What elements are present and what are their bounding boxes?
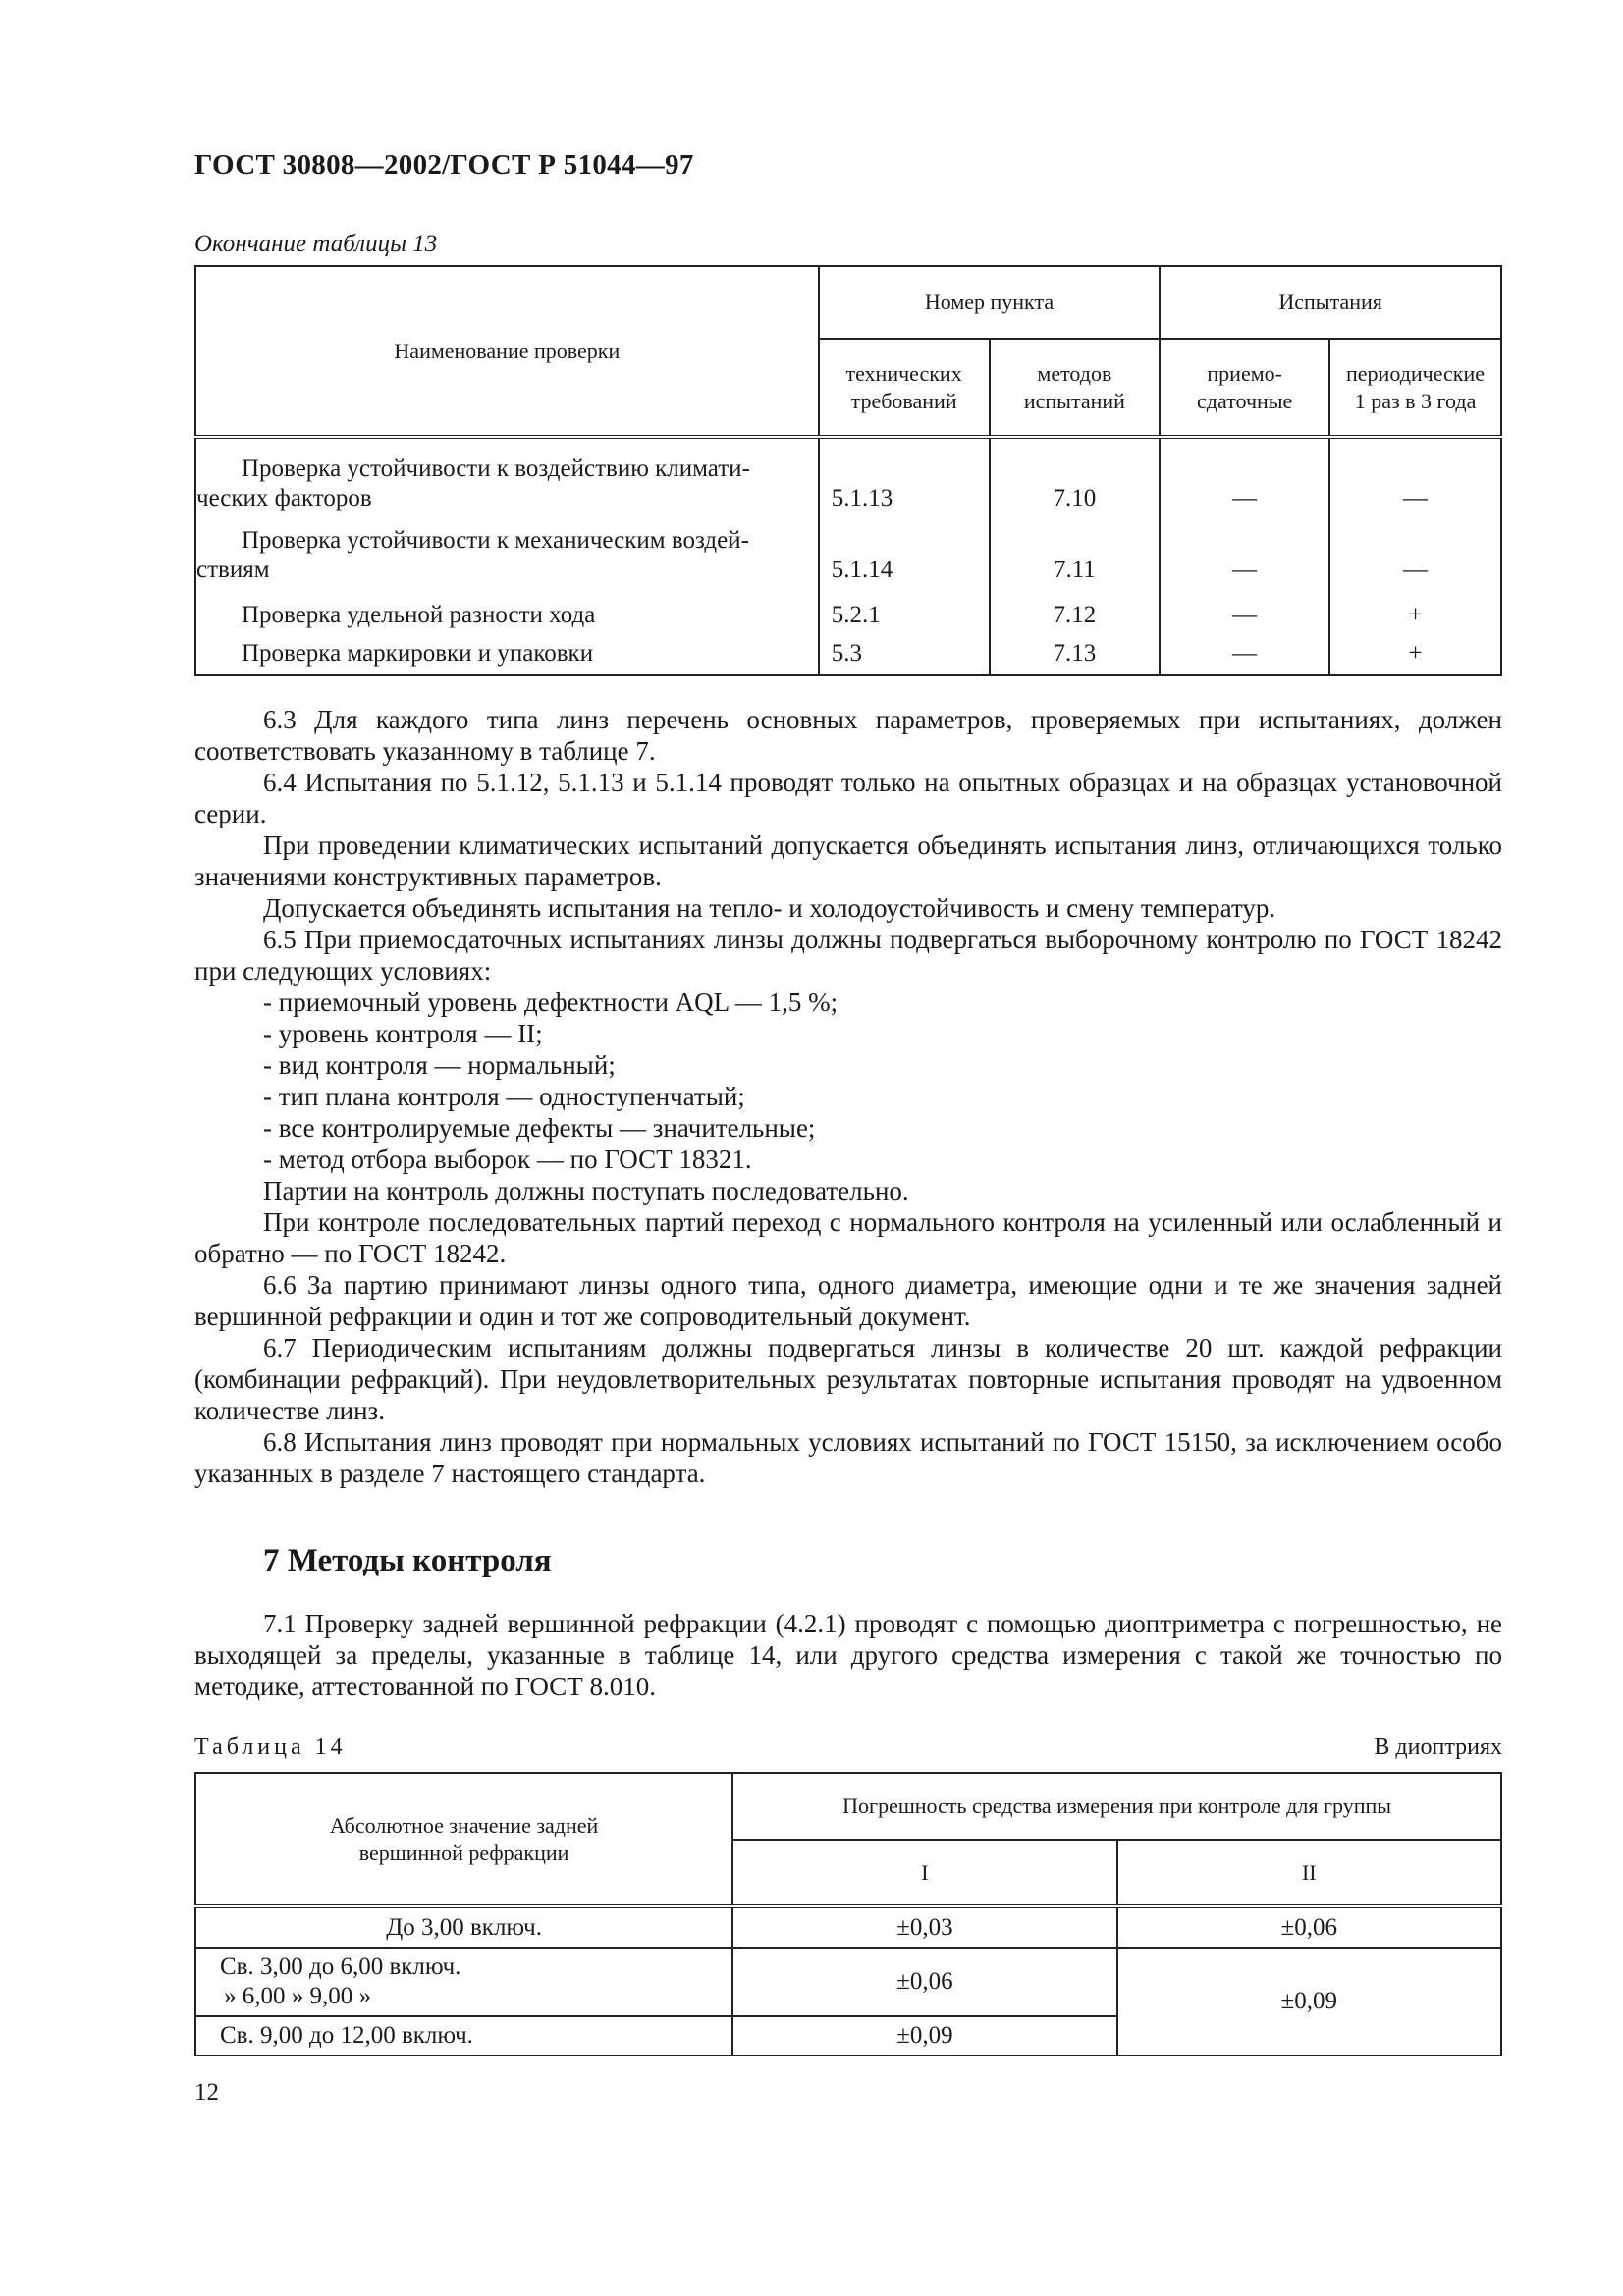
row-tech: 5.3 [819, 630, 990, 675]
row-method: 7.13 [990, 630, 1161, 675]
list-item: - тип плана контроля — одноступенчатый; [263, 1082, 745, 1111]
row-i: ±0,09 [732, 2016, 1116, 2056]
table-row [195, 513, 1501, 585]
paragraph: При контроле последовательных партий переход с нормального контроля на усиленный или ослабленный и обратно — по ГОСТ 18242. [194, 1207, 1502, 1268]
section-title: 7 Методы контроля [263, 1543, 552, 1578]
row-method: 7.10 [990, 437, 1161, 513]
row-i: ±0,03 [732, 1906, 1116, 1948]
row-name: Проверка устойчивости к воздействию климати- ческих факторов [195, 437, 819, 513]
paragraph: 6.8 Испытания линз проводят при нормальных условиях испытаний по ГОСТ 15150, за исключением особо указанных в разделе 7 настоящего стандарта. [194, 1427, 1502, 1488]
row-periodic: + [1329, 630, 1501, 675]
paragraph: Партии на контроль должны поступать последовательно. [263, 1176, 909, 1205]
table13-header-tech: технических требований [819, 339, 990, 437]
page-number: 12 [194, 2079, 219, 2106]
row-name: Проверка маркировки и упаковки [195, 630, 819, 675]
table14-caption: Таблица 14 [194, 1735, 347, 1760]
row-label: Св. 9,00 до 12,00 включ. [195, 2016, 732, 2056]
table-row [195, 630, 1501, 675]
paragraph: 6.4 Испытания по 5.1.12, 5.1.13 и 5.1.14 проводят только на опытных образцах и на образцах установочной серии. [194, 768, 1502, 828]
paragraph: 6.3 Для каждого типа линз перечень основных параметров, проверяемых при испытаниях, должен соответствовать указанному в таблице 7. [194, 705, 1502, 766]
table13-header-group-tests: Испытания [1160, 266, 1501, 339]
table14-unit: В диоптриях [1374, 1735, 1502, 1760]
table14-header-i: I [732, 1840, 1116, 1906]
document-header: ГОСТ 30808—2002/ГОСТ Р 51044—97 [194, 149, 694, 181]
table13-header-group-number: Номер пункта [819, 266, 1161, 339]
row-acceptance: — [1160, 630, 1329, 675]
table13-header-acceptance: приемо- сдаточные [1160, 339, 1329, 437]
list-item: - вид контроля — нормальный; [263, 1050, 616, 1080]
row-ii: ±0,06 [1117, 1906, 1501, 1948]
paragraph: 7.1 Проверку задней вершинной рефракции (4.2.1) проводят с помощью диоптриметра с погрешностью, не выходящей за пределы, указанные в таблице 14, или другого средства измерения с такой же точностью по методике, аттестованной по ГОСТ 8.010. [194, 1609, 1502, 1701]
section7-text [194, 1608, 1502, 1702]
table13-header-periodic: периодические 1 раз в 3 года [1329, 339, 1501, 437]
table14-header-ii: II [1117, 1840, 1501, 1906]
row-method: 7.12 [990, 585, 1161, 630]
list-item: - уровень контроля — II; [263, 1019, 543, 1048]
table13-header-name: Наименование проверки [195, 266, 819, 437]
row-name: Проверка удельной разности хода [195, 585, 819, 630]
row-periodic: — [1329, 513, 1501, 585]
table-row [195, 437, 1501, 513]
row-i: ±0,06 [732, 1948, 1116, 2016]
section6-text [194, 704, 1502, 1489]
paragraph: 6.5 При приемосдаточных испытаниях линзы должны подвергаться выборочному контролю по ГОСТ 18242 при следующих условиях: [194, 925, 1502, 986]
list-item: - все контролируемые дефекты — значительные; [263, 1113, 816, 1143]
row-name: Проверка устойчивости к механическим воздей- ствиям [195, 513, 819, 585]
row-acceptance: — [1160, 585, 1329, 630]
row-ii: ±0,09 [1117, 1948, 1501, 2056]
table14-header-group: Погрешность средства измерения при контроле для группы [732, 1773, 1501, 1840]
table-13 [194, 265, 1502, 676]
table-row [195, 1948, 1501, 2016]
paragraph: 6.6 За партию принимают линзы одного типа, одного диаметра, имеющие одни и те же значения задней вершинной рефракции и один и тот же сопроводительный документ. [194, 1270, 1502, 1331]
row-periodic: + [1329, 585, 1501, 630]
row-method: 7.11 [990, 513, 1161, 585]
table13-caption: Окончание таблицы 13 [194, 231, 438, 257]
row-periodic: — [1329, 437, 1501, 513]
paragraph: При проведении климатических испытаний допускается объединять испытания линз, отличающихся только значениями конструктивных параметров. [194, 830, 1502, 891]
table-14 [194, 1772, 1502, 2056]
row-tech: 5.2.1 [819, 585, 990, 630]
row-label: Св. 3,00 до 6,00 включ. » 6,00 » 9,00 » [195, 1948, 732, 2016]
table14-header-value: Абсолютное значение задней вершинной рефракции [195, 1773, 732, 1906]
table-row [195, 585, 1501, 630]
table-row [195, 1906, 1501, 1948]
table13-header-methods: методов испытаний [990, 339, 1161, 437]
row-acceptance: — [1160, 513, 1329, 585]
paragraph: Допускается объединять испытания на тепло- и холодоустойчивость и смену температур. [263, 893, 1276, 923]
row-label: До 3,00 включ. [195, 1906, 732, 1948]
row-acceptance: — [1160, 437, 1329, 513]
paragraph: 6.7 Периодическим испытаниям должны подвергаться линзы в количестве 20 шт. каждой рефракции (комбинации рефракций). При неудовлетворительных результатах повторные испытания проводят на удвоенном количестве линз. [194, 1333, 1502, 1425]
list-item: - приемочный уровень дефектности AQL — 1,5 %; [263, 988, 839, 1017]
row-tech: 5.1.13 [819, 437, 990, 513]
list-item: - метод отбора выборок — по ГОСТ 18321. [263, 1145, 752, 1174]
row-tech: 5.1.14 [819, 513, 990, 585]
